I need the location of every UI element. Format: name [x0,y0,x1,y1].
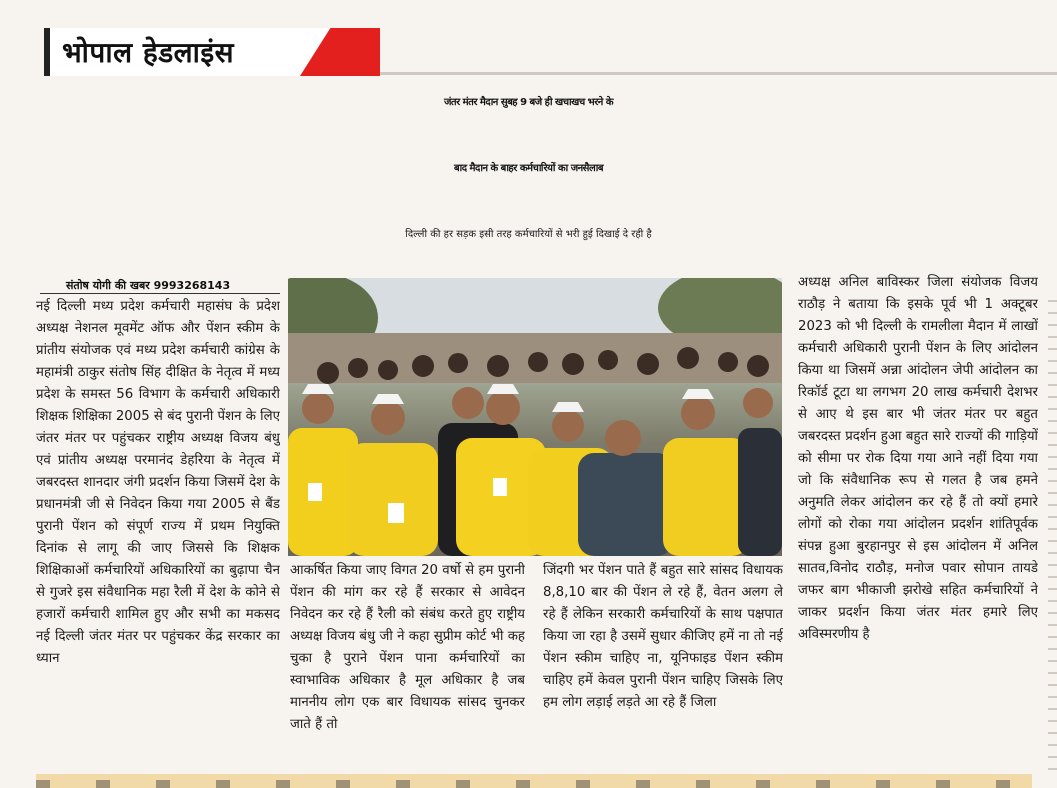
subheadline: दिल्ली की हर सड़क इसी तरह कर्मचारियों से भरी हुई दिखाई दे रही है [405,229,652,240]
next-article-strip [36,774,1032,788]
section-rule [380,72,1057,75]
rally-group-photo [288,278,782,556]
byline-rule [40,293,280,294]
headline-line-2: बाद मैदान के बाहर कर्मचारियों का जनसैलाब [453,163,604,174]
front-row-people [288,423,782,556]
section-header-bar [0,28,1057,76]
article-column-right: अध्यक्ष अनिल बाविस्कर जिला संयोजक विजय राठौड़ ने बताया कि इसके पूर्व भी 1 अक्टूबर 2023 को भी दिल्ली के रामलीला मैदान में लाखों कर्मचारी अधिकारी पुरानी पेंशन के लिए आंदोलन किया था जिसमें अन्ना आंदोलन जेपी आंदोलन का रिकॉर्ड टूटा था लगभग 20 लाख कर्मचारी देशभर से आए थे इस बार भी जंतर मंतर पर बहुत जबरदस्त प्रदर्शन हुआ बहुत सारे राज्यों की गाड़ियों को सीमा पर रोक दिया गया आने नहीं दिया गया जो कि संवैधानिक रूप से गलत है जब हमने अनुमति लेकर आंदोलन कर रहे हैं तो क्यों हमारे लोगों को रोका गया आंदोलन प्रदर्शन शांतिपूर्वक संपन्न हुआ बुरहानपुर से इस आंदोलन में अनिल सातव,विनोद राठौड़, मनोज पवार सोपान तायडे जफर बाग भीकाजी झरोखे सहित कर्मचारियों ने जाकर प्रदर्शन किया जंतर मंतर हमारे लिए अविस्मरणीय है [798,275,1038,642]
cut-off-text [36,780,1032,788]
section-label: भोपाल हेडलाइंस [62,36,235,69]
byline: संतोष योगी की खबर 9993268143 [66,279,231,292]
section-label-box [44,28,334,76]
article-column-middle-1: आकर्षित किया जाए विगत 20 वर्षो से हम पुरानी पेंशन की मांग कर रहे हैं सरकार से आवेदन निवेदन कर रहे हैं रैली को संबंध करते हुए राष्ट्रीय अध्यक्ष विजय बंधु जी ने कहा सुप्रीम कोर्ट भी कह चुका है पुराने पेंशन पाना कर्मचारियों का स्वाभाविक अधिकार है मूल अधिकार है जब माननीय लोग एक बार विधायक सांसद चुनकर जाते हैं तो [290,563,525,732]
article-column-middle-2: जिंदगी भर पेंशन पाते हैं बहुत सारे सांसद विधायक 8,8,10 बार की पेंशन ले रहे हैं, वेतन अलग ले रहे हैं लेकिन सरकारी कर्मचारियों के साथ पक्षपात किया जा रहा है उसमें सुधार कीजिए हमें ना तो नई पेंशन स्कीम चाहिए ना, यूनिफाइड पेंशन स्कीम चाहिए हमें केवल पुरानी पेंशन चाहिए जिसके लिए हम लोग लड़ाई लड़ते आ रहे हैं जिला [543,563,783,710]
headline-line-1: जंतर मंतर मैदान सुबह 9 बजे ही खचाखच भरने के [443,97,613,108]
article-column-left: नई दिल्ली मध्य प्रदेश कर्मचारी महासंघ के प्रदेश अध्यक्ष नेशनल मूवमेंट ऑफ और पेंशन स्कीम के प्रांतीय संयोजक एवं मध्य प्रदेश कर्मचारी कांग्रेस के महामंत्री ठाकुर संतोष सिंह दीक्षित के नेतृत्व में मध्य प्रदेश के समस्त 56 विभाग के कर्मचारी अधिकारी शिक्षक शिक्षिका 2005 से बंद पुरानी पेंशन के लिए जंतर मंतर पर पहुंचकर राष्ट्रीय अध्यक्ष विजय बंधु एवं प्रांतीय अध्यक्ष परमानंद डेहरिया के नेतृत्व में जबरदस्त शानदार जंगी प्रदर्शन किया जिसमें देश के प्रधानमंत्री जी से निवेदन किया गया 2005 से बैंड पुरानी पेंशन को संपूर्ण राज्य में प्रथम नियुक्ति दिनांक से लागू की जाए जिससे कि शिक्षक शिक्षिकाओं कर्मचारियों अधिकारियों का बुढ़ापा चैन से गुजरे इस संवैधानिक महा रैली में देश के कोने से हजारों कर्मचारी शामिल हुए और सभी का मकसद नई दिल्ली जंतर मंतर पर पहुंचकर केंद्र सरकार का ध्यान [36,299,280,666]
photo-illustration [288,278,782,556]
adjacent-column-edge [1048,290,1057,770]
